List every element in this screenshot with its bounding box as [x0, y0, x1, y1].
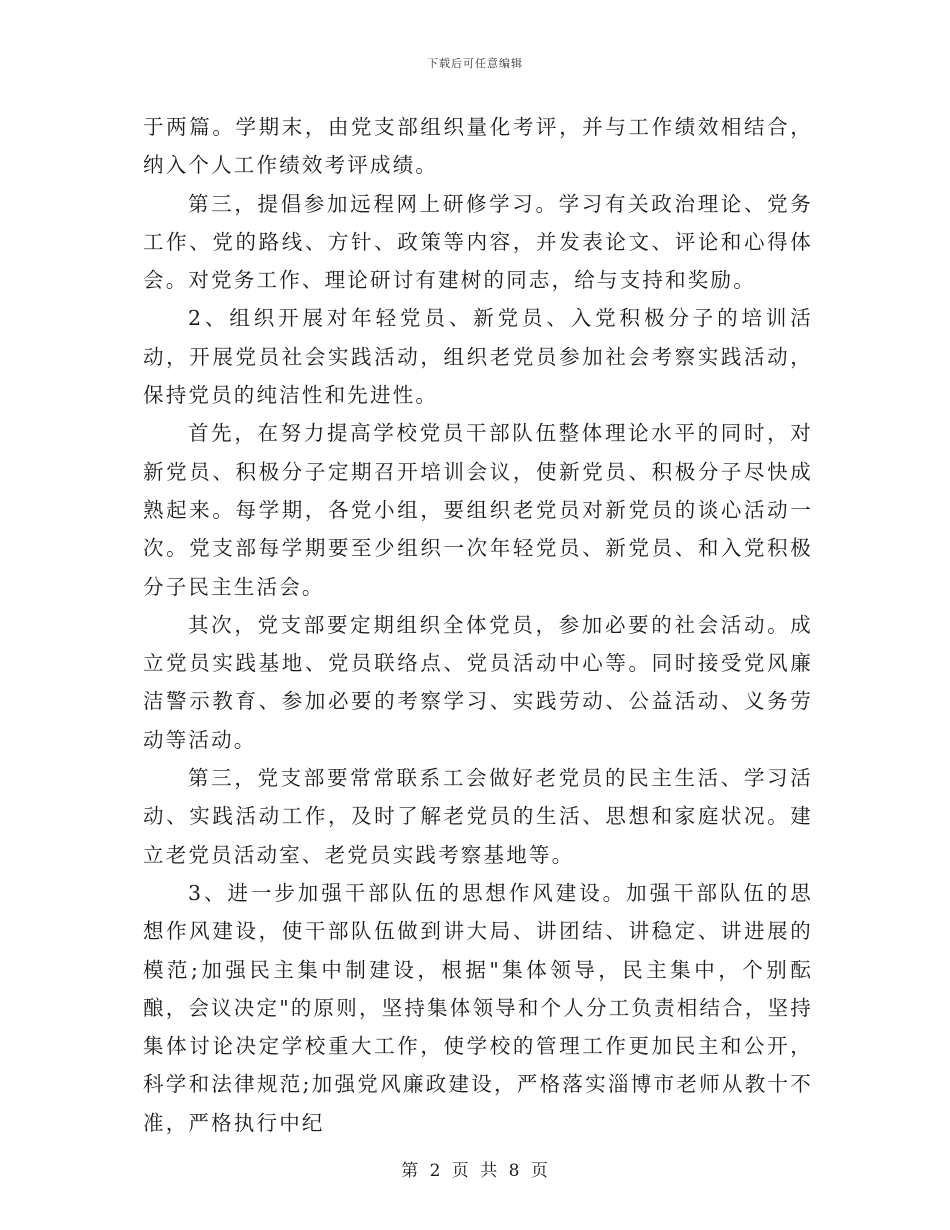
- total-pages-number: 8: [508, 1161, 521, 1181]
- total-word: 共: [480, 1161, 499, 1181]
- current-page-number: 2: [429, 1161, 442, 1181]
- paragraph-7: 3、进一步加强干部队伍的思想作风建设。加强干部队伍的思想作风建设，使干部队伍做到讲大局、讲团结、讲稳定、讲进展的模范;加强民主集中制建设，根据"集体领导，民主集中，个别酝酿，会议决定"的原则，坚持集体领导和个人分工负责相结合，坚持集体讨论决定学校重大工作，使学校的管理工作更加民主和公开，科学和法律规范;加强党风廉政建设，严格落实淄博市老师从教十不准，严格执行中纪: [143, 880, 813, 1135]
- paragraph-1: 于两篇。学期末，由党支部组织量化考评，并与工作绩效相结合，纳入个人工作绩效考评成绩。: [143, 115, 813, 178]
- header-note: 下载后可任意编辑: [427, 57, 523, 70]
- page-prefix: 第: [401, 1161, 420, 1181]
- paragraph-2: 第三，提倡参加远程网上研修学习。学习有关政治理论、党务工作、党的路线、方针、政策等内容，并发表论文、评论和心得体会。对党务工作、理论研讨有建树的同志，给与支持和奖励。: [143, 191, 813, 293]
- page-number-footer: [0, 1156, 950, 1181]
- paragraph-6: 第三，党支部要常常联系工会做好老党员的民主生活、学习活动、实践活动工作，及时了解老党员的生活、思想和家庭状况。建立老党员活动室、老党员实践考察基地等。: [143, 766, 813, 867]
- paragraph-5: 其次，党支部要定期组织全体党员，参加必要的社会活动。成立党员实践基地、党员联络点、党员活动中心等。同时接受党风廉洁警示教育、参加必要的考察学习、实践劳动、公益活动、义务劳动等活动。: [143, 612, 813, 752]
- page-suffix: 页: [530, 1161, 549, 1181]
- document-body: [143, 108, 813, 1142]
- page-word: 页: [451, 1161, 470, 1181]
- paragraph-4: 首先，在努力提高学校党员干部队伍整体理论水平的同时，对新党员、积极分子定期召开培训会议，使新党员、积极分子尽快成熟起来。每学期，各党小组，要组织老党员对新党员的谈心活动一次。党支部每学期要至少组织一次年轻党员、新党员、和入党积极分子民主生活会。: [143, 421, 813, 599]
- paragraph-3: 2、组织开展对年轻党员、新党员、入党积极分子的培训活动，开展党员社会实践活动，组织老党员参加社会考察实践活动，保持党员的纯洁性和先进性。: [143, 306, 813, 408]
